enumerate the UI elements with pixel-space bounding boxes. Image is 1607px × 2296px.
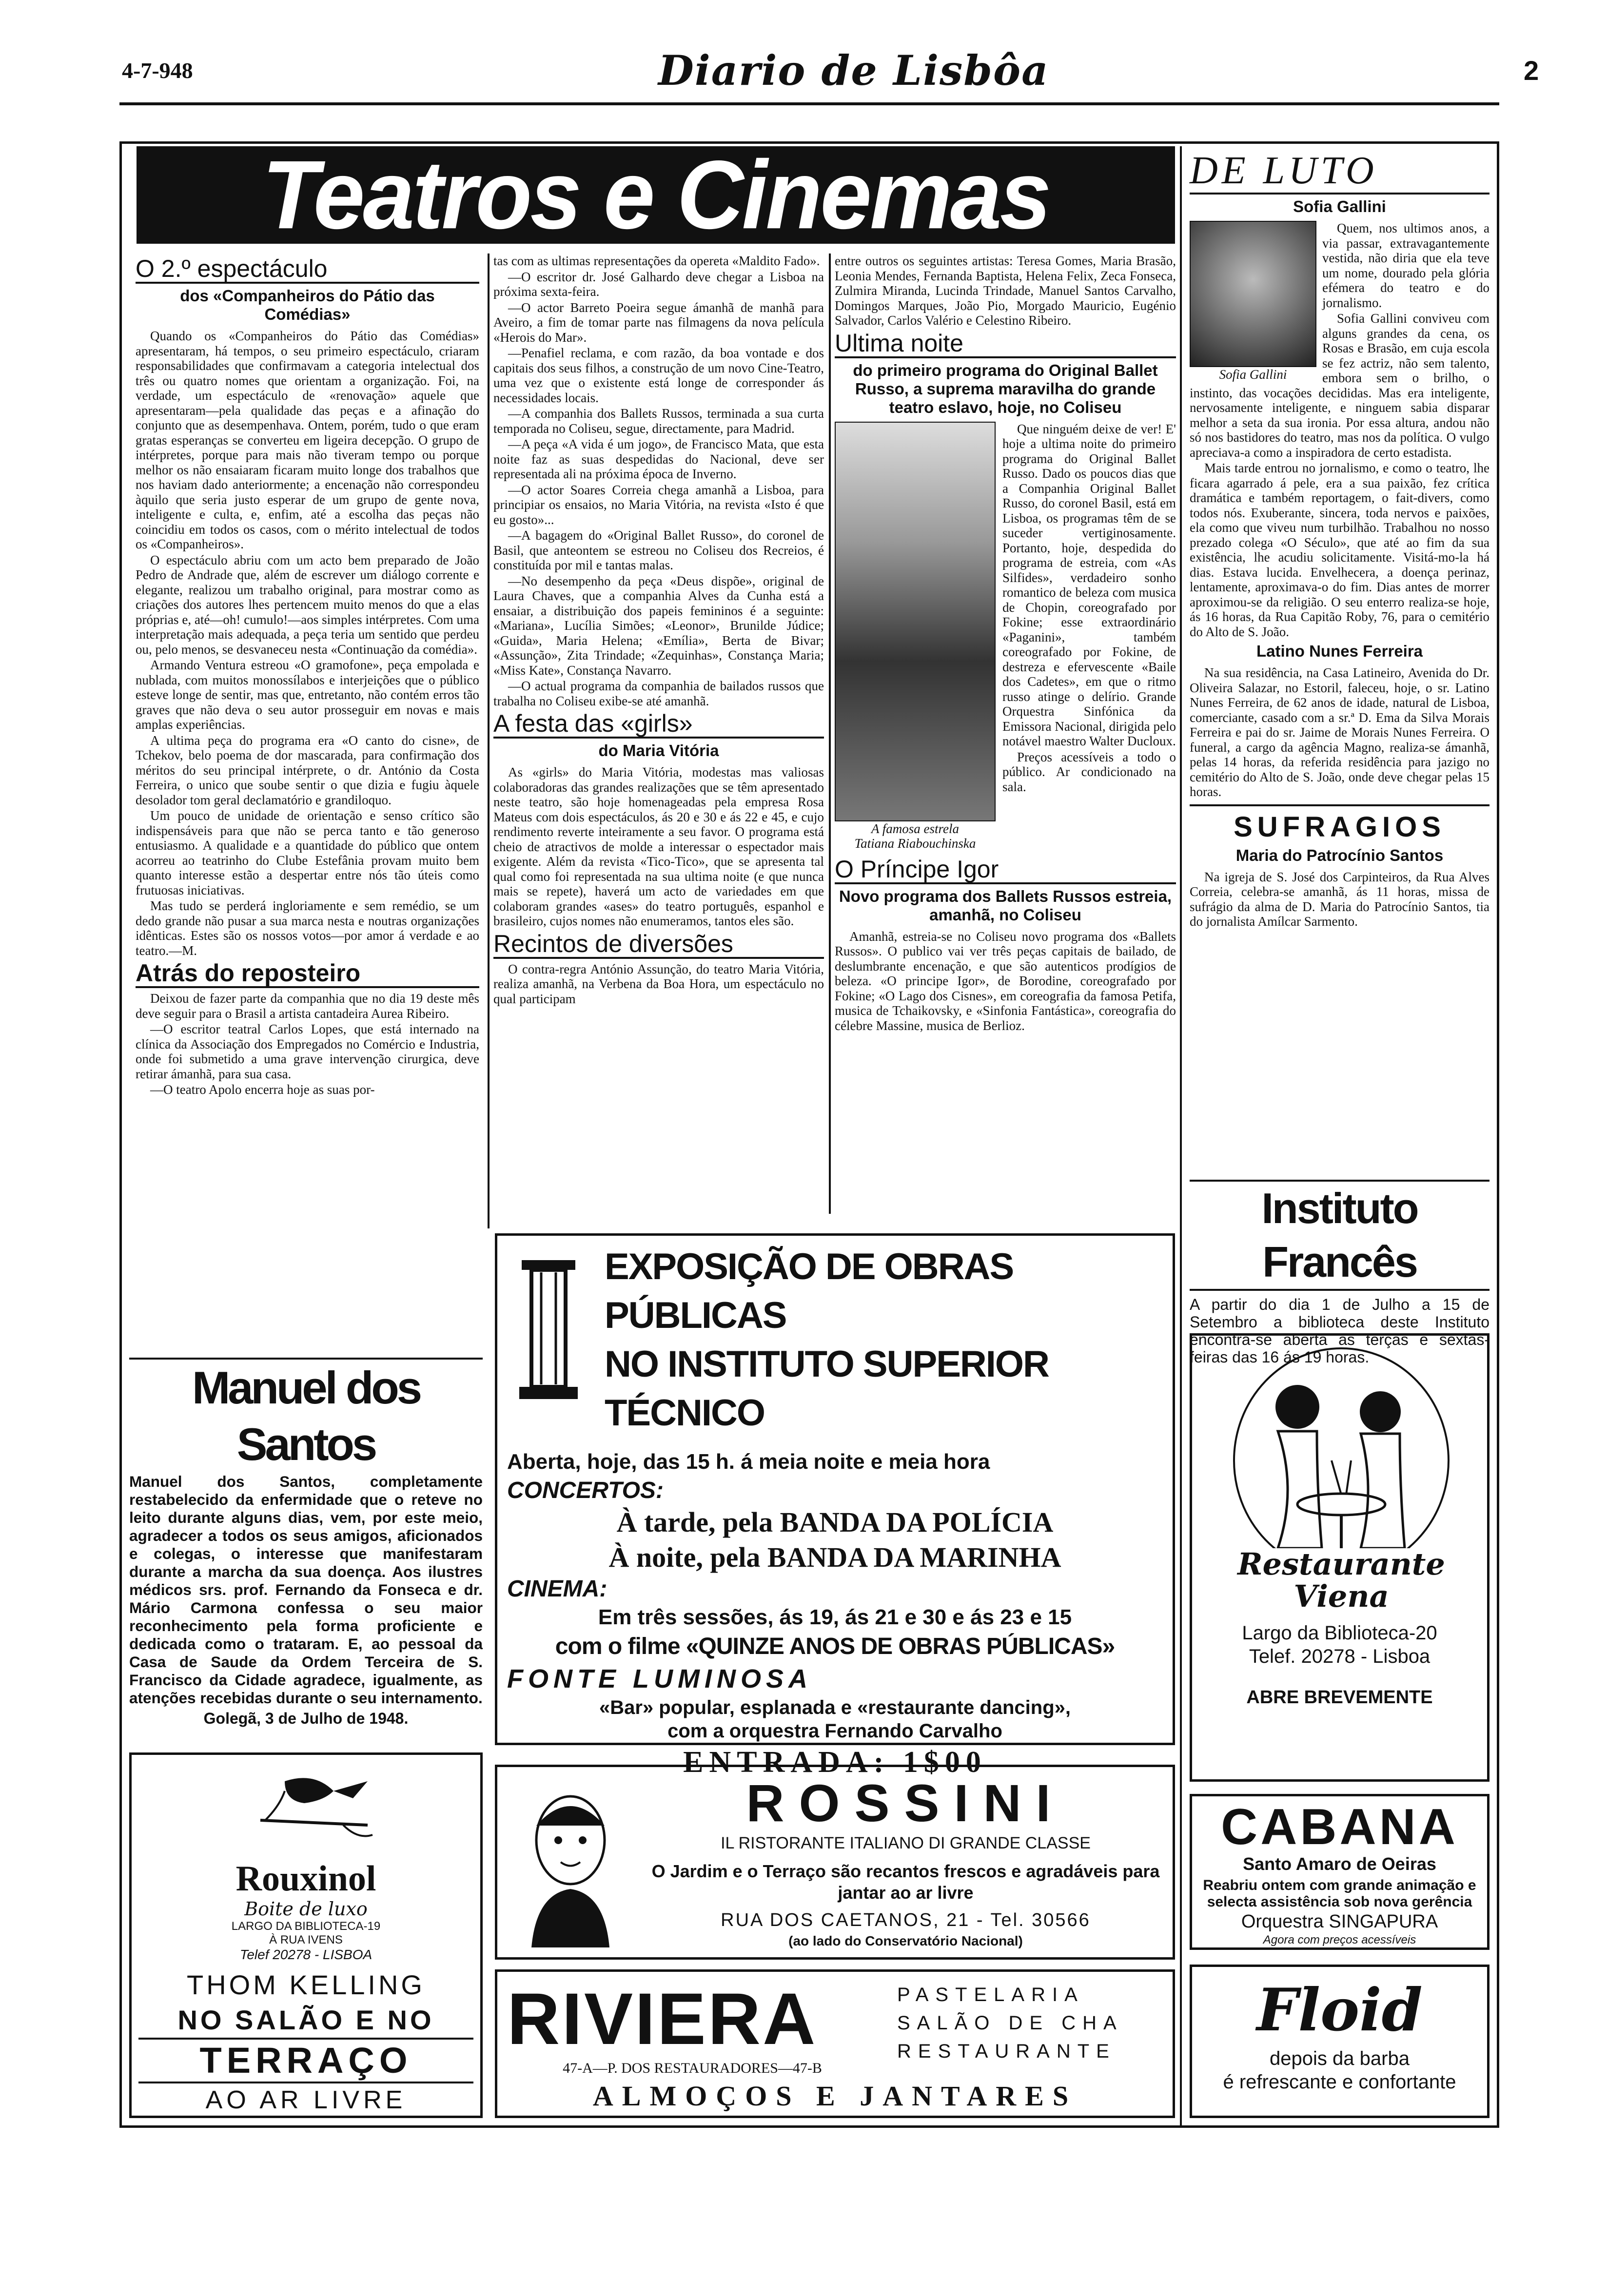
section-banner (137, 140, 1175, 250)
exposicao-bar: «Bar» popular, esplanada e «restaurante dancing», (599, 1697, 1071, 1718)
cabana-place: Santo Amaro de Oeiras (1243, 1854, 1436, 1874)
sufragios-paragraph: Na igreja de S. José dos Carpinteiros, da Rua Alves Correia, celebra-se amanhã, ás 11 horas, missa de sufrágio da alma de D. Maria do Patrocínio Santos, tia do jornalista Amílcar Sarmento. (1190, 869, 1489, 929)
rossini-text: O Jardim e o Terraço são recantos frescos e agradáveis para jantar ao ar livre (651, 1861, 1160, 1903)
rouxinol-line: THOM KELLING (187, 1969, 425, 2000)
article-paragraph: Armando Ventura estreou «O gramofone», peça empolada e nublada, com muitos monossílabos e interjeições que o público esteve longe de sentir, mas que, entretanto, não contém erros tão graves que não deva o seu autor prosseguir em novas e mais amplas experiências. (136, 658, 479, 732)
cabana-ad (1190, 1794, 1489, 1950)
obituary-photo-block (1190, 221, 1316, 382)
article-paragraph: O espectáculo abriu com um acto bem preparado de João Pedro de Andrade que, além de escrever um diálogo corrente e elegante, realizou um trabalho original, para mostrar como as criações dos autores lhes pertencem muito menos do que a elas próprias e, até—oh! cumulo!—aos simples intérpretes. Com uma interpretação mais adequada, a peça teria um sentido que perdeu ou, pelo menos, se desvaneceu nesta «Continuação da comédia». (136, 552, 479, 657)
article-paragraph: Que ninguém deixe de ver! E' hoje a ultima noite do primeiro programa do Original Ballet Russo. Dado os poucos dias que a Companhia Original Ballet Russo, do coronel Basil, está em Lisboa, os programas têm de se suceder vertiginosamente. Portanto, hoje, despedida do programa de estreia, com «As Silfides», verdadeiro sonho romantico de beleza com musica de Chopin, coreografado por Fokine; esse extraordinário «Paganini», também coreografado por Fokine, de destreza e efervescente «Baile dos Cadetes», em que o ritmo russo atinge o delírio. Grande Orquestra Sinfónica da Emissora Nacional, dirigida pelo notável maestro Walter Ducloux. (1002, 421, 1176, 748)
article-paragraph: tas com as ultimas representações da opereta «Maldito Fado». (493, 253, 820, 268)
rossini-name: ROSSINI (746, 1773, 1065, 1832)
cabana-text: Reabriu ontem com grande animação e selecta assistência sob nova gerência (1203, 1877, 1476, 1910)
column-rule (1180, 146, 1182, 2125)
masthead: Diario de Lisbôa (658, 46, 1049, 95)
riviera-services (897, 1981, 1160, 2065)
rossini-portrait (517, 1782, 624, 1947)
obituary-name: Sofia Gallini (1293, 197, 1386, 215)
ballerina-photo (835, 422, 996, 821)
rouxinol-phone: Telef 20278 - LISBOA (239, 1947, 372, 1962)
obituary-paragraph: Mais tarde entrou no jornalismo, e como o teatro, lhe ficara agarrado á pele, era a sua paixão, fez crítica dramática e também reportagem, o fait-divers, como todos nós. Exuberante, sincera, toda nervos e paixões, ela como que viveu num turbilhão. Trabalhou no nosso prezado colega «O Século», que até ao fim da sua existência, lhe acudiu solicitamente. Visitá-mo-la há dias. Estava lucida. Envelhecera, a doença perinaz, lentamente, aproximava-o do fim. Dias antes de morrer aproximou-se da religião. O seu enterro realiza-se hoje, ás 16 horas, da Rua Capitão Roby, 76, para o cemitério do Alto de S. João. (1190, 461, 1489, 639)
article-paragraph: —Penafiel reclama, e com razão, da boa vontade e dos capitais dos seus filhos, a construção de um novo Cine-Teatro, uma vez que o existente está longe de corresponder ás necessidades locais. (493, 346, 824, 405)
article-subtitle: dos «Companheiros do Pátio das Comédias» (180, 287, 435, 323)
article-title: O Príncipe Igor (835, 856, 1176, 884)
riviera-footer: ALMOÇOS E JANTARES (592, 2080, 1078, 2112)
article-paragraph: As «girls» do Maria Vitória, modestas mas valiosas colaboradoras das grandes realizações que se têm apresentado neste teatro, são hoje homenageadas pela empresa Rosa Mateus com dois espectáculos, ás 20 e 30 e ás 22 e 45, e cujo rendimento reverte inteiramente a seu favor. O programa está cheio de atractivos de molde a interessar o espectador mais exigente. Além da revista «Tico-Tico», que se apresenta tal qual como foi representada na sua ultima noite (e que nunca mais se repete), haverá um acto de variedades em que colaboram grandes «ases» do teatro português, espanhol e brasileiro, cujos nomes não enumeramos, tantos eles são. (493, 765, 824, 928)
sufragios-heading: SUFRAGIOS (1234, 811, 1446, 843)
exposicao-sessoes: Em três sessões, ás 19, ás 21 e 30 e ás 23 e 15 (598, 1605, 1072, 1629)
floid-logo: Floid (1256, 1976, 1423, 2044)
article-subtitle: do Maria Vitória (598, 741, 719, 759)
ballet-photo-block (835, 422, 996, 851)
obituary-heading: DE LUTO (1190, 149, 1489, 195)
page-number: 2 (1524, 55, 1539, 86)
exposicao-orquestra: com a orquestra Fernando Carvalho (667, 1720, 1002, 1742)
article-paragraph: —O actor Barreto Poeira segue ámanhã de manhã para Aveiro, a fim de tomar parte nas filmagens da nova película «Herois do Mar». (493, 300, 824, 345)
viena-logo: Restaurante Viena (1219, 1548, 1463, 1613)
article-paragraph: entre outros os seguintes artistas: Teresa Gomes, Maria Brasão, Leonia Mendes, Fernanda Baptista, Helena Felix, Zeca Fonseca, Zulmira Miranda, Lucinda Trindade, Manuel Santos Carvalho, Domingos Marques, João Pio, Morgado Mauricio, Eugénio Salvador, Carlos Valério e Celestino Ribeiro. (835, 253, 1176, 328)
floid-text: depois da barba (1270, 2048, 1410, 2069)
rouxinol-address: LARGO DA BIBLIOTECA-19 (231, 1920, 381, 1933)
rossini-note: (ao lado do Conservatório Nacional) (788, 1933, 1023, 1948)
rouxinol-line: NO SALÃO E NO (177, 2004, 434, 2035)
divider (1190, 804, 1489, 806)
riviera-service: SALÃO DE CHA (897, 2012, 1123, 2034)
manuel-title: Manuel dos Santos (192, 1362, 420, 1470)
viena-ad (1190, 1333, 1489, 1782)
article-paragraph: A ultima peça do programa era «O canto do cisne», de Tchekov, belo poema de dor mascarada, para confirmação dos méritos do seu principal intérprete, o dr. António da Costa Ferreira, o unico que soube sentir o que dizia e fugiu àquele desolador tom geral declamatório e grandiloquo. (136, 733, 479, 807)
exposicao-concertos-label: CONCERTOS: (507, 1478, 664, 1503)
article-title: O 2.º espectáculo (136, 255, 479, 284)
obituary-paragraph: Sofia Gallini conviveu com alguns grandes da cena, os Rosas e Brasão, em cuja escola se fez actriz, não sem talento, embora sem o brilho, o instinto, das vocações decididas. Mas era inteligente, nervosamente inteligente, e ninguem sabia disparar melhor a seta da sua ironia. Por essa altura, andou não só nos bastidores do teatro, mas nos da política. O vulgo apreciava-a como a inspiradora de certo estadista. (1190, 311, 1489, 460)
exposicao-fonte: FONTE LUMINOSA (507, 1664, 812, 1693)
rossini-tag: IL RISTORANTE ITALIANO DI GRANDE CLASSE (721, 1834, 1091, 1852)
rouxinol-logo: Rouxinol (235, 1859, 376, 1899)
column-rule (829, 253, 831, 1214)
column-1 (136, 253, 479, 1350)
instituto-text: A partir do dia 1 de Julho a 15 de Setembro a biblioteca deste Instituto encontra-se aberta ás terças e sextas-feiras das 16 ás 19 horas. (1190, 1296, 1489, 1366)
floid-text: é refrescante e confortante (1223, 2071, 1456, 2093)
rossini-address: RUA DOS CAETANOS, 21 - Tel. 30566 (721, 1910, 1091, 1930)
photo-caption: Sofia Gallini (1219, 367, 1287, 382)
article-title: Atrás do reposteiro (136, 960, 479, 988)
obituary-name: Latino Nunes Ferreira (1256, 642, 1423, 660)
article-paragraph: Quando os «Companheiros do Pátio das Comédias» apresentaram, há tempos, o seu primeiro espectáculo, criaram responsabilidades que confirmavam a categoria intelectual dos três ou quatro nomes que orientam a organização. Foi, na verdade, um espectáculo de «renovação» aquele que apresentaram—pela qualidade das peças e a afinação do conjunto que as desempenhava. Ontem, porém, tudo o que eram gratas esperanças se converteu em ligeira decepção. O grupo de intérpretes, porque para mais não tiveram tempo ou porque melhor os não ensaiaram ficaram muito longe dos trabalhos que nos haviam dado anteriormente; a encenação não correspondeu àquilo que seria justo esperar de um grupo de gente nova, inteligente e culta, e, enfim, até a escolha das peças não coincidiu em todos os casos, com o mérito intelectual de todos os «Companheiros». (136, 329, 479, 551)
photo-caption: Tatiana Riabouchinska (854, 836, 976, 851)
article-paragraph: —A peça «A vida é um jogo», de Francisco Mata, que esta noite faz as suas despedidas do Nacional, deve ser representada ali na próxima época de Inverno. (493, 437, 824, 481)
rossini-ad (495, 1765, 1175, 1960)
column-icon (512, 1255, 585, 1401)
exposicao-entrada: ENTRADA: 1$00 (683, 1746, 987, 1779)
viena-address: Largo da Biblioteca-20 (1242, 1622, 1437, 1644)
exposicao-cinema-label: CINEMA: (507, 1576, 608, 1602)
riviera-service: RESTAURANTE (897, 2041, 1116, 2062)
riviera-address: 47-A—P. DOS RESTAURADORES—47-B (563, 2060, 822, 2076)
exposicao-concerto-noite: À noite, pela BANDA DA MARINHA (608, 1541, 1061, 1573)
issue-date: 4-7-948 (122, 58, 193, 83)
instituto-title: Instituto Francês (1190, 1180, 1489, 1291)
riviera-name: RIVIERA (507, 1978, 818, 2060)
rouxinol-line: TERRAÇO (138, 2038, 473, 2083)
column-2 (493, 253, 824, 1224)
manuel-signature: Golegã, 3 de Julho de 1948. (203, 1710, 409, 1727)
viena-illustration (1200, 1343, 1479, 1616)
cabana-precos: Agora com preços acessíveis (1263, 1933, 1416, 1946)
rouxinol-line: AO AR LIVRE (205, 2086, 407, 2114)
section-banner-title: Teatros e Cinemas (262, 140, 1050, 250)
article-title: Ultima noite (835, 330, 1176, 358)
portrait-photo (1190, 221, 1316, 367)
obituary-paragraph: Quem, nos ultimos anos, a via passar, extravagantemente vestida, não diria que ela teve um nome, dourado pela glória efémera do teatro e do jornalismo. (1322, 221, 1489, 310)
article-paragraph: —A bagagem do «Original Ballet Russo», do coronel de Basil, que anteontem se estreou no Coliseu dos Recreios, é constituída por mil e tantas malas. (493, 528, 824, 572)
article-subtitle: Novo programa dos Ballets Russos estreia, amanhã, no Coliseu (839, 887, 1172, 924)
cabana-orquestra: Orquestra SINGAPURA (1241, 1911, 1438, 1932)
sufragios-name: Maria do Patrocínio Santos (1235, 846, 1444, 864)
riviera-service: PASTELARIA (897, 1984, 1084, 2005)
floid-ad (1190, 1965, 1489, 2118)
rouxinol-tag: Boite de luxo (244, 1898, 368, 1920)
bird-illustration (138, 1762, 473, 1859)
article-paragraph: —A companhia dos Ballets Russos, terminada a sua curta temporada no Coliseu, segue, directamente, para Madrid. (493, 406, 824, 436)
article-paragraph: —O escritor teatral Carlos Lopes, que está internado na clínica da Associação dos Empregados no Comércio e Industria, onde foi submetido a uma grave intervenção cirurgica, deve retirar ámanhã, para sua casa. (136, 1022, 479, 1081)
exposicao-title-2: NO INSTITUTO SUPERIOR TÉCNICO (605, 1343, 1049, 1434)
article-paragraph: —O actual programa da companhia de bailados russos que trabalha no Coliseu exibe-se até amanhã. (493, 679, 824, 708)
obituary-paragraph: Na sua residência, na Casa Latineiro, Avenida do Dr. Oliveira Salazar, no Estoril, faleceu, hoje, o sr. Latino Nunes Ferreira, de 62 anos de idade, natural de Lisboa, comerciante, casado com a sr.ª D. Ema da Silva Morais Ferreira e pai do sr. Jaime de Morais Nunes Ferreira. O funeral, a cargo da agência Magno, realiza-se ámanhã, pelas 14 horas, da referida residência para jazigo no cemitério do Alto de S. João, onde deve chegar pelas 15 horas. (1190, 665, 1489, 799)
article-paragraph: Um pouco de unidade de orientação e senso crítico são indispensáveis para que não se perca tanto e tão generoso entusiasmo. A qualidade e a quantidade do público que ontem acorreu ao teatrinho do Clube Estefânia provam muito bem quanto interesse estão a despertar entre nós tão úteis como frutuosas iniciativas. (136, 808, 479, 897)
article-paragraph: O contra-regra António Assunção, do teatro Maria Vitória, realiza amanhã, na Verbena da Boa Hora, um espectáculo no qual participam (493, 961, 824, 1006)
exposicao-title-1: EXPOSIÇÃO DE OBRAS PÚBLICAS (605, 1246, 1014, 1336)
rouxinol-address: À RUA IVENS (269, 1933, 343, 1946)
article-title: Recintos de diversões (493, 931, 824, 959)
article-paragraph: Preços acessíveis a todo o público. Ar condicionado na sala. (1002, 749, 1176, 794)
manuel-ad (129, 1358, 483, 1733)
article-title: A festa das «girls» (493, 710, 824, 739)
article-subtitle: do primeiro programa do Original Ballet Russo, a suprema maravilha do grande teatro eslavo, hoje, no Coliseu (853, 361, 1158, 416)
article-paragraph: Amanhã, estreia-se no Coliseu novo programa dos «Ballets Russos». O publico vai ver três peças capitais de bailado, de deslumbrante encenação, e que são autenticos prodígios de beleza. «O principe Igor», de Borodine, coreografado por Fokine; «O Lago dos Cisnes», em coreografia da famosa Petifa, musica de Tchaikovsky, e «Sinfonia Fantástica», coreografia do célebre Massine, musica de Berlioz. (835, 929, 1176, 1033)
viena-note: ABRE BREVEMENTE (1246, 1687, 1433, 1708)
article-paragraph: Deixou de fazer parte da companhia que no dia 19 deste mês deve seguir para o Brasil a artista cantadeira Aurea Ribeiro. (136, 991, 479, 1021)
article-paragraph: —No desempenho da peça «Deus dispõe», original de Laura Chaves, que a companhia Alves da Cunha está a ensaiar, a distribuição dos papeis femininos é a seguinte: «Mariana», Lucília Simões; «Leonor», Brunilde Júdice; «Guida», Maria Helena; «Emília», Berta de Bivar; «Assunção», Zita Trindade; «Zequinhas», Constança Maria; «Miss Kate», Constança Navarro. (493, 573, 824, 678)
exposicao-concerto-tarde: À tarde, pela BANDA DA POLÍCIA (616, 1506, 1054, 1538)
manuel-text: Manuel dos Santos, completamente restabelecido da enfermidade que o reteve no leito durante alguns dias, vem, por este meio, agradecer a todos os seus amigos, aficionados e colegas, o interesse que manifestaram durante a marcha da sua doença. Aos ilustres médicos srs. prof. Fernando da Fonseca e dr. Mário Carmona confessa o seu maior reconhecimento pela forma proficiente e dedicada como o trataram. E, ao pessoal da Casa de Saude da Ordem Terceira de S. Francisco da Cidade agradece, igualmente, as atenções recebidas durante o seu internamento. (129, 1473, 483, 1707)
article-paragraph: —O teatro Apolo encerra hoje as suas por- (150, 1082, 375, 1097)
header-rule (119, 102, 1499, 105)
cabana-name: CABANA (1221, 1799, 1458, 1855)
exposicao-ad (495, 1233, 1175, 1779)
column-4 (1190, 149, 1489, 1163)
exposicao-hours: Aberta, hoje, das 15 h. á meia noite e meia hora (507, 1450, 990, 1474)
exposicao-filme: com o filme «QUINZE ANOS DE OBRAS PÚBLICAS» (555, 1634, 1115, 1659)
photo-caption: A famosa estrela (871, 821, 959, 836)
article-paragraph: —O actor Soares Correia chega amanhã a Lisboa, para principiar os ensaios, no Maria Vitória, na revista «Isto é que eu gosto»... (493, 482, 824, 527)
column-3 (835, 253, 1176, 1214)
instituto-ad (1190, 1180, 1489, 1366)
column-rule (488, 253, 490, 1228)
riviera-ad (495, 1969, 1175, 2118)
viena-phone: Telef. 20278 - Lisboa (1249, 1646, 1431, 1667)
article-paragraph: —O escritor dr. José Galhardo deve chegar a Lisboa na próxima sexta-feira. (493, 269, 824, 299)
article-paragraph: Mas tudo se perderá ingloriamente e sem remédio, se um dedo grande não pusar a sua marca nesta e noutras organizações idênticas. Estes são os nossos votos—por amor á verdade e ao teatro.—M. (136, 898, 479, 958)
rouxinol-ad (129, 1752, 483, 2118)
